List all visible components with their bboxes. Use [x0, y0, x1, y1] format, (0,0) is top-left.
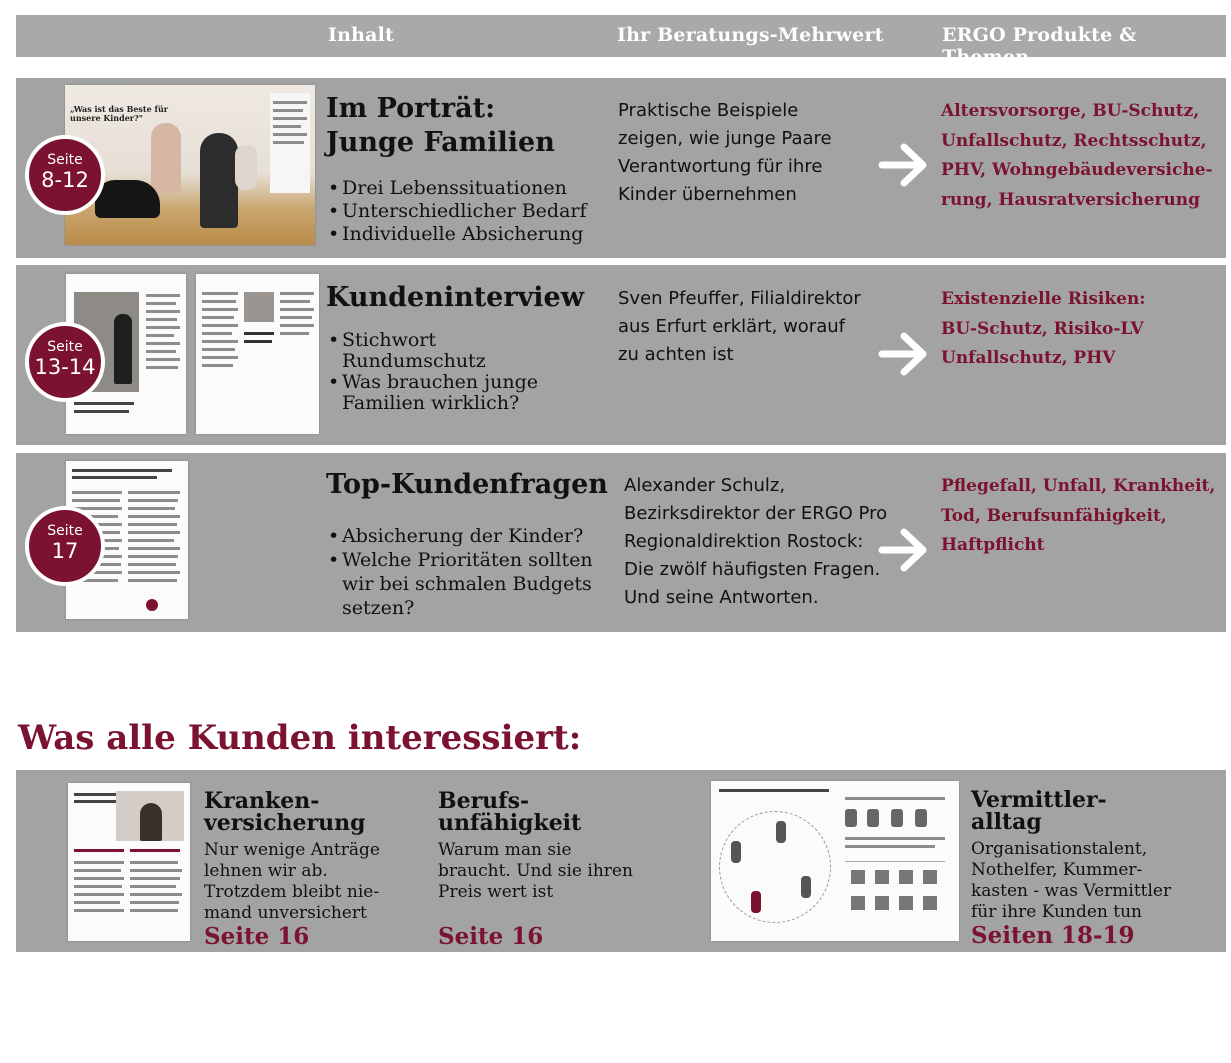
topic-title-line: alltag	[971, 809, 1042, 835]
badge-pages: 13-14	[34, 355, 96, 379]
topic-body-line: braucht. Und sie ihren	[438, 861, 633, 881]
topic-title-line: versicherung	[204, 810, 366, 836]
row-title	[326, 92, 555, 160]
page-badge	[25, 135, 105, 215]
bullet-item: • Welche Prioritäten sollten wir bei schmalen Budgets setzen?	[328, 548, 608, 620]
topic-body-line: Organisationstalent,	[971, 839, 1148, 859]
topic-title-line: Kranken-	[204, 788, 320, 814]
page-badge	[25, 506, 105, 586]
topic-line: Unfallschutz, PHV	[941, 348, 1116, 368]
topic-line: rung, Hausratversicherung	[941, 189, 1201, 210]
page-reference: Seiten 18-19	[971, 922, 1135, 949]
mehrwert-line: zeigen, wie junge Paare	[618, 128, 832, 149]
topic-body	[971, 839, 1171, 923]
mehrwert-line: Sven Pfeuffer, Filialdirektor	[618, 288, 861, 309]
topic-body-line: Nur wenige Anträge	[204, 840, 380, 860]
topic-body	[438, 840, 633, 903]
mehrwert-line: Bezirksdirektor der ERGO Pro	[624, 503, 888, 524]
row-top-kundenfragen	[16, 453, 1226, 632]
mehrwert-line: Verantwortung für ihre	[618, 156, 823, 177]
header-produkte: ERGO Produkte & Themen	[942, 24, 1137, 68]
badge-label: Seite	[47, 339, 83, 355]
topic-line: Altersvorsorge, BU-Schutz,	[941, 101, 1200, 121]
magazine-thumbnail	[196, 274, 319, 434]
bullet-item: • Absicherung der Kinder?	[328, 524, 608, 548]
topic-title	[438, 790, 581, 834]
right-arrow-icon	[878, 525, 930, 575]
right-arrow-icon	[878, 140, 930, 190]
bullet-item: • Unterschiedlicher Bedarf	[328, 200, 587, 223]
row-title: Top-Kundenfragen	[326, 469, 608, 500]
bullet-item: • Individuelle Absicherung	[328, 223, 587, 246]
page-reference: Seite 16	[204, 923, 310, 950]
topic-line: Existenzielle Risiken:	[941, 289, 1146, 309]
mehrwert-line: Regionaldirektion Rostock:	[624, 531, 864, 552]
mehrwert-line: Praktische Beispiele	[618, 100, 799, 121]
mehrwert-line: Alexander Schulz,	[624, 475, 786, 496]
topic-body-line: Trotzdem bleibt nie-	[204, 882, 380, 902]
mehrwert-line: zu achten ist	[618, 344, 734, 365]
topic-title-line: Berufs-	[438, 788, 530, 814]
topic-title	[971, 789, 1107, 833]
topic-body-line: Preis wert ist	[438, 882, 554, 902]
topic-line: Unfallschutz, Rechtsschutz,	[941, 130, 1207, 151]
magazine-thumbnail	[711, 781, 959, 941]
badge-label: Seite	[47, 523, 83, 539]
topic-body-line: mand unversichert	[204, 903, 367, 923]
topics-text	[941, 97, 1213, 215]
portrait-photo	[116, 791, 184, 841]
page-badge	[25, 322, 105, 402]
mehrwert-line: Die zwölf häufigsten Fragen.	[624, 559, 881, 580]
topic-title-line: Vermittler-	[971, 787, 1107, 813]
header-mehrwert: Ihr Beratungs-Mehrwert	[617, 24, 884, 46]
mehrwert-text	[624, 472, 887, 612]
text-column	[270, 93, 310, 193]
child-figure	[235, 145, 257, 190]
row-title: Kundeninterview	[326, 282, 584, 313]
title-line: Junge Familien	[326, 127, 555, 158]
topic-body-line: Nothelfer, Kummer-	[971, 860, 1143, 880]
person-figure	[200, 133, 238, 228]
topic-line: PHV, Wohngebäudeversiche-	[941, 160, 1213, 180]
mehrwert-text	[618, 97, 832, 209]
row-portrait	[16, 78, 1226, 258]
topics-text	[941, 285, 1146, 374]
row-kundeninterview	[16, 265, 1226, 445]
bullet-item: • Was brauchen junge Familien wirklich?	[328, 372, 573, 414]
bullet-item: • Drei Lebenssituationen	[328, 177, 587, 200]
badge-pages: 8-12	[41, 168, 89, 192]
dog-figure	[95, 180, 160, 218]
topic-line: Haftpflicht	[941, 535, 1045, 555]
person-figure	[151, 123, 181, 193]
mehrwert-line: aus Erfurt erklärt, worauf	[618, 316, 845, 337]
topic-body-line: kasten - was Vermittler	[971, 881, 1172, 901]
topic-line: Tod, Berufsunfähigkeit,	[941, 505, 1167, 526]
table-header	[16, 15, 1226, 68]
topic-body-line: für ihre Kunden tun	[971, 902, 1142, 922]
bullet-list	[328, 330, 573, 414]
right-arrow-icon	[878, 329, 930, 379]
topic-body-line: Warum man sie	[438, 840, 572, 860]
mehrwert-text	[618, 285, 861, 369]
icon-grid	[845, 861, 945, 922]
person-figure	[114, 314, 132, 384]
mehrwert-line: Und seine Antworten.	[624, 587, 819, 608]
topics-text	[941, 472, 1215, 561]
section-title: Was alle Kunden interessiert:	[18, 718, 582, 758]
topic-line: BU-Schutz, Risiko-LV	[941, 318, 1144, 339]
header-inhalt: Inhalt	[328, 24, 395, 46]
portrait-photo	[244, 292, 274, 322]
topic-title-line: unfähigkeit	[438, 810, 582, 836]
magazine-thumbnail	[68, 783, 190, 941]
bullet-list	[328, 177, 587, 246]
topic-body	[204, 840, 380, 924]
thumb-quote: „Was ist das Beste für unsere Kinder?"	[70, 104, 168, 123]
topic-title	[204, 790, 365, 834]
badge-pages: 17	[51, 539, 79, 563]
topic-body-line: lehnen wir ab.	[204, 861, 328, 881]
topic-line: Pflegefall, Unfall, Krankheit,	[941, 476, 1216, 496]
page-reference: Seite 16	[438, 923, 544, 950]
bottom-band	[16, 770, 1226, 952]
badge-label: Seite	[47, 152, 83, 168]
bullet-list	[328, 524, 608, 620]
title-line: Im Porträt:	[326, 93, 496, 124]
process-diagram	[719, 811, 831, 923]
bullet-item: • Stichwort Rundumschutz	[328, 330, 573, 372]
author-avatar	[146, 599, 158, 611]
mehrwert-line: Kinder übernehmen	[618, 184, 797, 205]
